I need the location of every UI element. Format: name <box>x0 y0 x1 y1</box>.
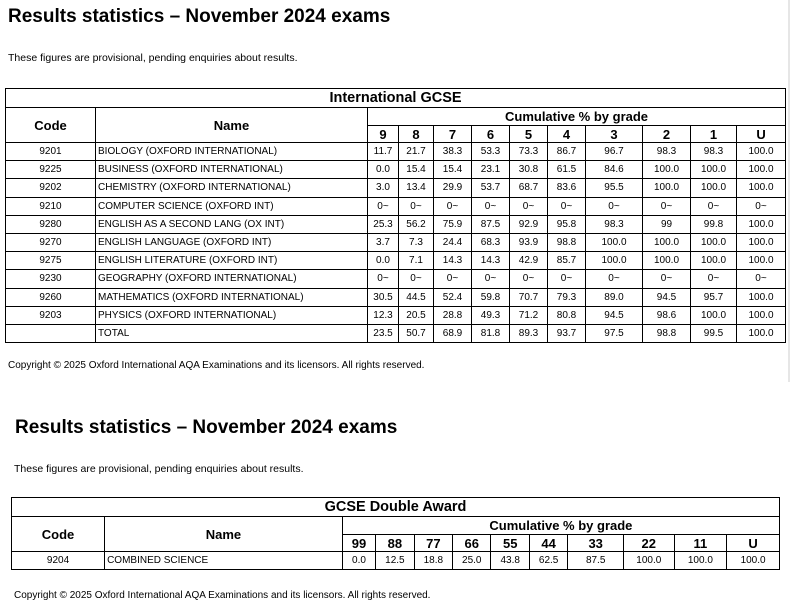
grade-percentage: 0~ <box>368 270 399 288</box>
subject-name: GEOGRAPHY (OXFORD INTERNATIONAL) <box>96 270 368 288</box>
grade-percentage: 0.0 <box>368 161 399 179</box>
grade-percentage: 0.0 <box>368 252 399 270</box>
grade-percentage: 52.4 <box>434 288 472 306</box>
grade-percentage: 95.8 <box>548 215 586 233</box>
grade-percentage: 53.7 <box>472 179 510 197</box>
table-row <box>6 179 786 197</box>
subject-code: 9260 <box>6 288 96 306</box>
grade-percentage: 25.3 <box>368 215 399 233</box>
grade-percentage: 0~ <box>510 197 548 215</box>
subject-code: 9280 <box>6 215 96 233</box>
grade-percentage: 44.5 <box>399 288 434 306</box>
grade-percentage: 100.0 <box>737 161 786 179</box>
grade-percentage: 100.0 <box>643 233 691 251</box>
subject-code: 9210 <box>6 197 96 215</box>
grade-percentage: 92.9 <box>510 215 548 233</box>
grade-percentage: 100.0 <box>727 552 780 570</box>
grade-header: 66 <box>453 535 491 552</box>
grade-percentage: 98.3 <box>691 143 737 161</box>
provisional-note: These figures are provisional, pending enquiries about results. <box>14 463 304 475</box>
grade-percentage: 62.5 <box>529 552 567 570</box>
grade-percentage: 14.3 <box>472 252 510 270</box>
subject-name: MATHEMATICS (OXFORD INTERNATIONAL) <box>96 288 368 306</box>
grade-percentage: 100.0 <box>737 233 786 251</box>
grade-percentage: 98.3 <box>643 143 691 161</box>
grade-header: 3 <box>586 126 643 143</box>
table-row <box>6 288 786 306</box>
grade-percentage: 93.7 <box>548 324 586 342</box>
double-award-table <box>11 497 780 570</box>
grade-percentage: 68.3 <box>472 233 510 251</box>
grade-percentage: 100.0 <box>737 215 786 233</box>
grade-percentage: 100.0 <box>691 252 737 270</box>
grade-percentage: 94.5 <box>643 288 691 306</box>
grade-header: 6 <box>472 126 510 143</box>
grade-percentage: 0~ <box>399 197 434 215</box>
grade-percentage: 12.3 <box>368 306 399 324</box>
grade-percentage: 3.0 <box>368 179 399 197</box>
grade-percentage: 100.0 <box>624 552 675 570</box>
grade-header: 22 <box>624 535 675 552</box>
grade-header: 99 <box>342 535 375 552</box>
grade-percentage: 100.0 <box>737 179 786 197</box>
table-row <box>6 215 786 233</box>
table-row <box>6 143 786 161</box>
double-award-section <box>0 410 792 611</box>
grade-percentage: 0~ <box>434 197 472 215</box>
table-row <box>6 306 786 324</box>
grade-percentage: 100.0 <box>737 306 786 324</box>
table-row <box>6 270 786 288</box>
name-column-header: Name <box>105 517 343 552</box>
grade-header: 2 <box>643 126 691 143</box>
grade-percentage: 0~ <box>691 270 737 288</box>
grade-percentage: 0~ <box>643 197 691 215</box>
grade-percentage: 18.8 <box>414 552 452 570</box>
grade-percentage: 21.7 <box>399 143 434 161</box>
grade-percentage: 0~ <box>643 270 691 288</box>
grade-percentage: 43.8 <box>491 552 529 570</box>
grade-percentage: 0~ <box>691 197 737 215</box>
code-column-header: Code <box>12 517 105 552</box>
grade-header: U <box>737 126 786 143</box>
grade-percentage: 28.8 <box>434 306 472 324</box>
grade-percentage: 87.5 <box>568 552 624 570</box>
grade-percentage: 23.1 <box>472 161 510 179</box>
grade-percentage: 0~ <box>434 270 472 288</box>
table-row <box>6 233 786 251</box>
grade-percentage: 94.5 <box>586 306 643 324</box>
grade-header: 4 <box>548 126 586 143</box>
subject-code: 9202 <box>6 179 96 197</box>
grade-percentage: 7.1 <box>399 252 434 270</box>
table-title: GCSE Double Award <box>12 498 780 517</box>
grade-percentage: 97.5 <box>586 324 643 342</box>
grade-header: 9 <box>368 126 399 143</box>
provisional-note: These figures are provisional, pending enquiries about results. <box>8 52 298 64</box>
grade-percentage: 0~ <box>472 270 510 288</box>
subject-name: ENGLISH LITERATURE (OXFORD INT) <box>96 252 368 270</box>
grade-percentage: 100.0 <box>674 552 727 570</box>
table-row <box>6 197 786 215</box>
subject-code: 9201 <box>6 143 96 161</box>
grade-percentage: 0~ <box>737 270 786 288</box>
grade-percentage: 93.9 <box>510 233 548 251</box>
grade-percentage: 81.8 <box>472 324 510 342</box>
cumulative-header: Cumulative % by grade <box>342 517 779 535</box>
grade-percentage: 89.0 <box>586 288 643 306</box>
grade-percentage: 0~ <box>548 197 586 215</box>
grade-percentage: 86.7 <box>548 143 586 161</box>
subject-name: TOTAL <box>96 324 368 342</box>
subject-name: BIOLOGY (OXFORD INTERNATIONAL) <box>96 143 368 161</box>
grade-percentage: 100.0 <box>643 161 691 179</box>
grade-percentage: 99.8 <box>691 215 737 233</box>
grade-percentage: 100.0 <box>691 179 737 197</box>
grade-percentage: 0~ <box>586 270 643 288</box>
grade-header: 55 <box>491 535 529 552</box>
grade-percentage: 0~ <box>399 270 434 288</box>
divider <box>788 0 790 382</box>
grade-percentage: 30.5 <box>368 288 399 306</box>
grade-percentage: 24.4 <box>434 233 472 251</box>
grade-percentage: 11.7 <box>368 143 399 161</box>
grade-percentage: 42.9 <box>510 252 548 270</box>
grade-percentage: 85.7 <box>548 252 586 270</box>
grade-percentage: 100.0 <box>691 161 737 179</box>
grade-percentage: 13.4 <box>399 179 434 197</box>
subject-code: 9204 <box>12 552 105 570</box>
grade-percentage: 98.8 <box>548 233 586 251</box>
table-row <box>6 324 786 342</box>
table-row <box>6 252 786 270</box>
grade-percentage: 100.0 <box>586 252 643 270</box>
grade-percentage: 15.4 <box>434 161 472 179</box>
cumulative-header: Cumulative % by grade <box>368 108 786 126</box>
grade-percentage: 53.3 <box>472 143 510 161</box>
grade-percentage: 98.6 <box>643 306 691 324</box>
table-row <box>6 161 786 179</box>
grade-percentage: 98.8 <box>643 324 691 342</box>
page-title: Results statistics – November 2024 exams <box>15 417 398 438</box>
grade-percentage: 38.3 <box>434 143 472 161</box>
grade-percentage: 0.0 <box>342 552 375 570</box>
grade-percentage: 89.3 <box>510 324 548 342</box>
subject-code: 9270 <box>6 233 96 251</box>
grade-percentage: 56.2 <box>399 215 434 233</box>
grade-percentage: 0~ <box>510 270 548 288</box>
copyright-notice: Copyright © 2025 Oxford International AQA Examinations and its licensors. All rights reserved. <box>14 590 431 601</box>
grade-header: 8 <box>399 126 434 143</box>
grade-percentage: 49.3 <box>472 306 510 324</box>
grade-percentage: 0~ <box>368 197 399 215</box>
grade-percentage: 59.8 <box>472 288 510 306</box>
grade-percentage: 79.3 <box>548 288 586 306</box>
grade-percentage: 100.0 <box>737 288 786 306</box>
grade-percentage: 95.7 <box>691 288 737 306</box>
grade-percentage: 20.5 <box>399 306 434 324</box>
subject-name: ENGLISH AS A SECOND LANG (OX INT) <box>96 215 368 233</box>
grade-percentage: 23.5 <box>368 324 399 342</box>
grade-percentage: 99.5 <box>691 324 737 342</box>
intl-gcse-table <box>5 88 786 343</box>
grade-header: 33 <box>568 535 624 552</box>
grade-percentage: 61.5 <box>548 161 586 179</box>
grade-percentage: 83.6 <box>548 179 586 197</box>
grade-percentage: 0~ <box>548 270 586 288</box>
grade-percentage: 100.0 <box>737 252 786 270</box>
grade-percentage: 0~ <box>472 197 510 215</box>
subject-name: CHEMISTRY (OXFORD INTERNATIONAL) <box>96 179 368 197</box>
grade-percentage: 68.7 <box>510 179 548 197</box>
subject-name: BUSINESS (OXFORD INTERNATIONAL) <box>96 161 368 179</box>
grade-percentage: 100.0 <box>737 143 786 161</box>
grade-header: 5 <box>510 126 548 143</box>
grade-percentage: 75.9 <box>434 215 472 233</box>
code-column-header: Code <box>6 108 96 143</box>
grade-header: 77 <box>414 535 452 552</box>
grade-percentage: 14.3 <box>434 252 472 270</box>
grade-percentage: 50.7 <box>399 324 434 342</box>
subject-name: COMPUTER SCIENCE (OXFORD INT) <box>96 197 368 215</box>
grade-percentage: 100.0 <box>691 233 737 251</box>
name-column-header: Name <box>96 108 368 143</box>
grade-percentage: 98.3 <box>586 215 643 233</box>
grade-percentage: 0~ <box>586 197 643 215</box>
subject-name: COMBINED SCIENCE <box>105 552 343 570</box>
grade-percentage: 73.3 <box>510 143 548 161</box>
grade-percentage: 30.8 <box>510 161 548 179</box>
subject-code: 9225 <box>6 161 96 179</box>
subject-name: ENGLISH LANGUAGE (OXFORD INT) <box>96 233 368 251</box>
grade-header: 44 <box>529 535 567 552</box>
grade-percentage: 84.6 <box>586 161 643 179</box>
grade-header: U <box>727 535 780 552</box>
grade-percentage: 87.5 <box>472 215 510 233</box>
copyright-notice: Copyright © 2025 Oxford International AQA Examinations and its licensors. All rights reserved. <box>8 360 425 371</box>
grade-percentage: 99 <box>643 215 691 233</box>
subject-code: 9275 <box>6 252 96 270</box>
grade-percentage: 3.7 <box>368 233 399 251</box>
grade-percentage: 15.4 <box>399 161 434 179</box>
grade-percentage: 100.0 <box>643 179 691 197</box>
grade-percentage: 29.9 <box>434 179 472 197</box>
grade-percentage: 7.3 <box>399 233 434 251</box>
grade-percentage: 95.5 <box>586 179 643 197</box>
subject-code <box>6 324 96 342</box>
subject-name: PHYSICS (OXFORD INTERNATIONAL) <box>96 306 368 324</box>
grade-percentage: 100.0 <box>737 324 786 342</box>
subject-code: 9230 <box>6 270 96 288</box>
table-row <box>12 552 780 570</box>
grade-percentage: 25.0 <box>453 552 491 570</box>
grade-percentage: 12.5 <box>376 552 414 570</box>
grade-percentage: 100.0 <box>586 233 643 251</box>
grade-percentage: 68.9 <box>434 324 472 342</box>
grade-percentage: 0~ <box>737 197 786 215</box>
page-title: Results statistics – November 2024 exams <box>8 6 391 27</box>
grade-header: 11 <box>674 535 727 552</box>
table-title: International GCSE <box>6 89 786 108</box>
grade-percentage: 71.2 <box>510 306 548 324</box>
grade-header: 1 <box>691 126 737 143</box>
grade-percentage: 100.0 <box>643 252 691 270</box>
subject-code: 9203 <box>6 306 96 324</box>
grade-percentage: 80.8 <box>548 306 586 324</box>
grade-header: 88 <box>376 535 414 552</box>
grade-percentage: 96.7 <box>586 143 643 161</box>
grade-header: 7 <box>434 126 472 143</box>
grade-percentage: 70.7 <box>510 288 548 306</box>
grade-percentage: 100.0 <box>691 306 737 324</box>
